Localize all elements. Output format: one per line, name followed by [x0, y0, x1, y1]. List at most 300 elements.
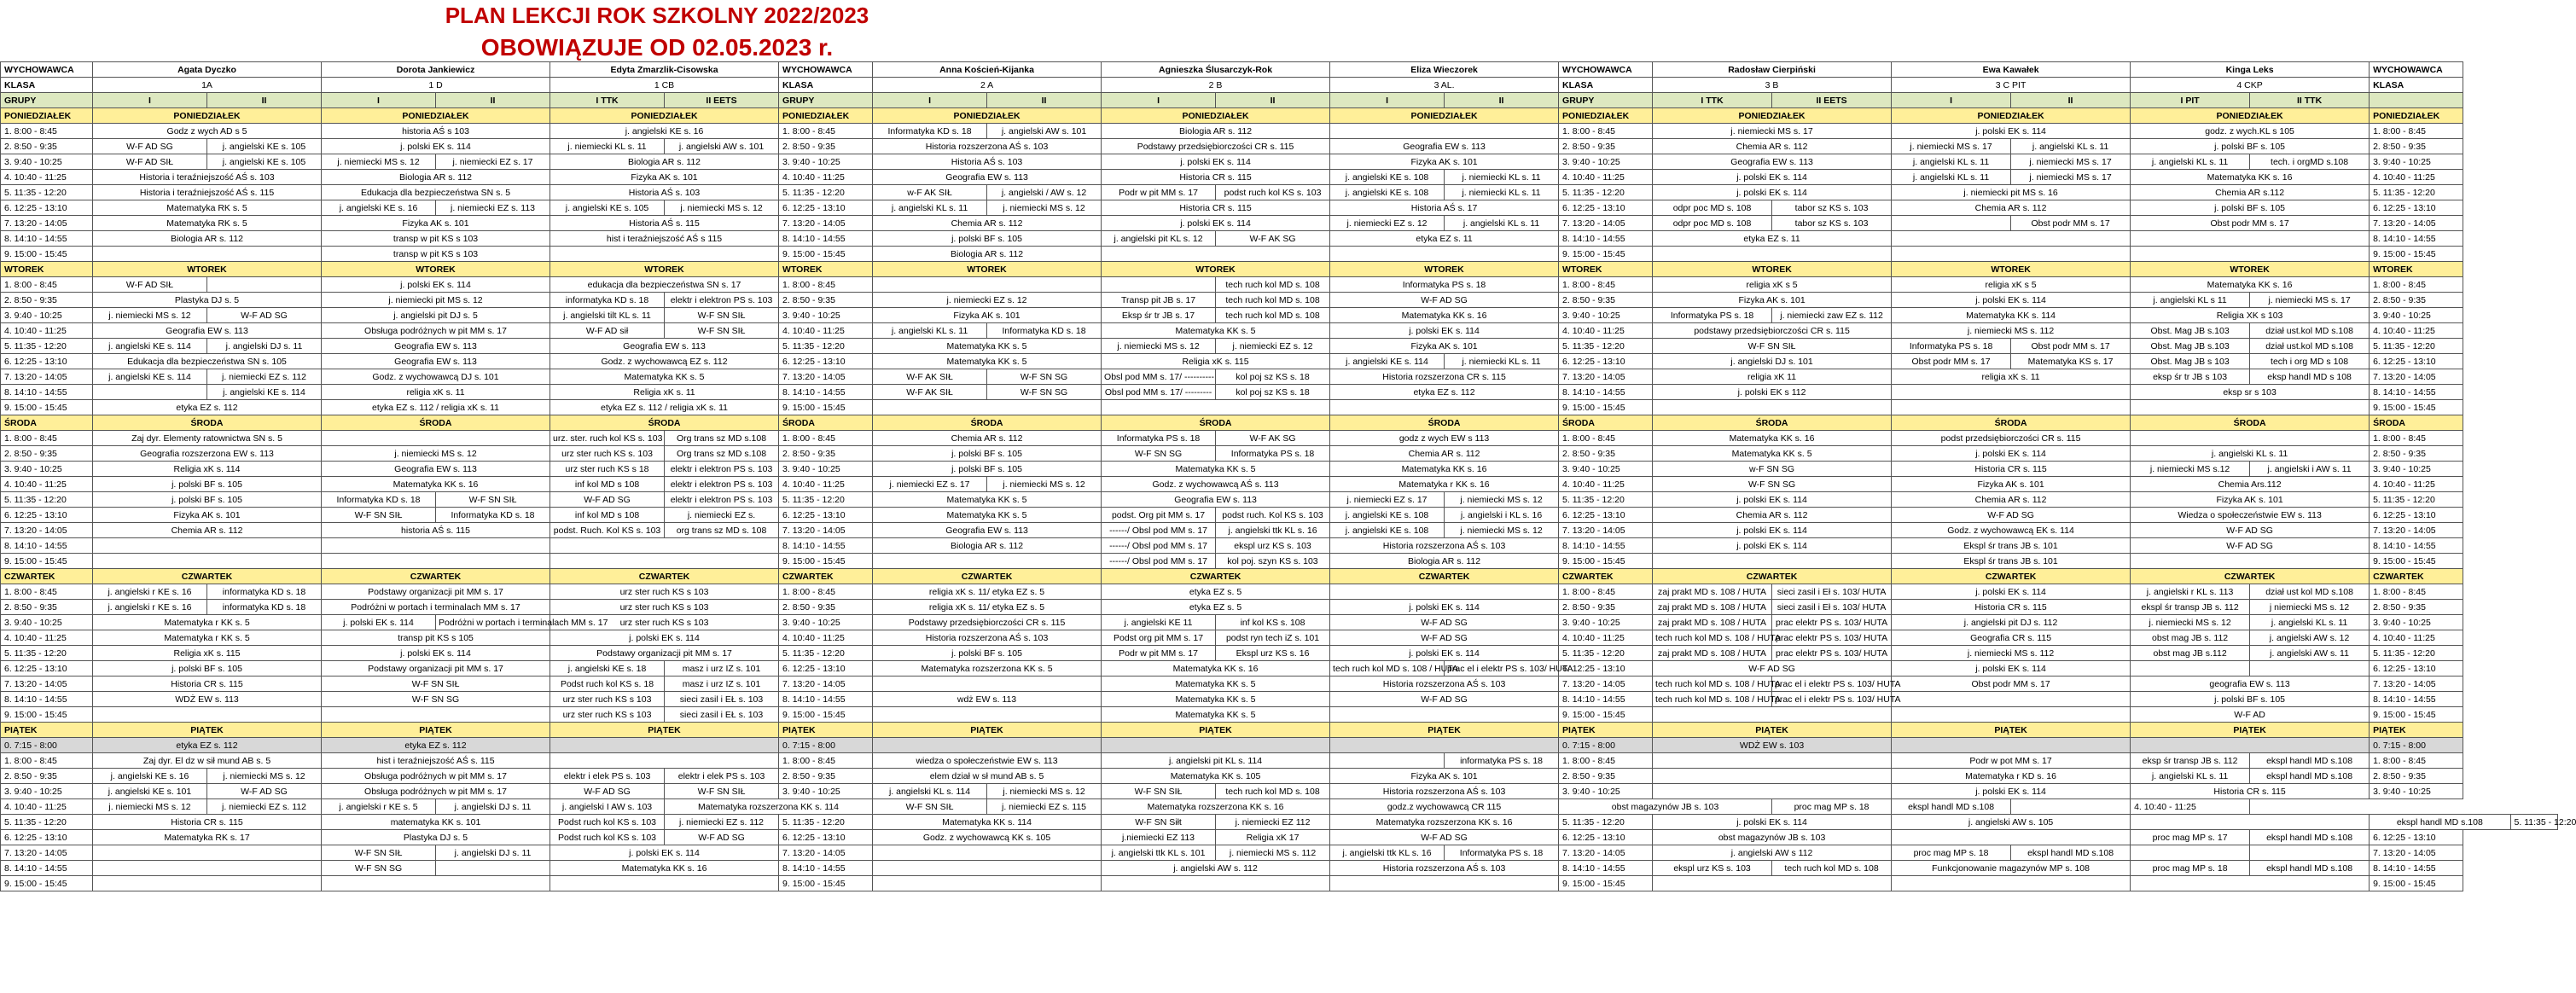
lesson-cell: j. polski EK s. 114 [1653, 170, 1892, 185]
lesson-cell [322, 431, 550, 446]
lesson-cell: inf kol MD s 108 [550, 477, 665, 492]
lesson-cell: Informatyka KD s. 18 [987, 323, 1102, 339]
lesson-cell: Godz. z wychowawcą KK s. 105 [873, 830, 1102, 845]
hour-label: 7. 13:20 - 14:05 [2370, 523, 2463, 538]
lesson-cell: j. angielski I AW s. 103 [550, 799, 665, 815]
lesson-cell [1102, 277, 1216, 293]
hour-label: 7. 13:20 - 14:05 [1559, 677, 1653, 692]
lesson-cell: Org trans sz MD s.108 [665, 446, 779, 462]
lesson-cell: j. angielski DJ s. 11 [436, 799, 550, 815]
day-label: ŚRODA [1559, 415, 1653, 431]
lesson-cell [2131, 845, 2250, 861]
lesson-cell: tech ruch kol MD s. 108 / HUTA [1653, 677, 1772, 692]
lesson-cell: Zaj dyr. El dz w sił mund AB s. 5 [93, 753, 322, 769]
lesson-cell: j. polski EK s 112 [1653, 385, 1892, 400]
lesson-cell: j. angielski KE s. 114 [1330, 354, 1445, 369]
lesson-cell: j. angielski KE s. 108 [1330, 523, 1445, 538]
lesson-cell: religia xK s. 11 [322, 385, 550, 400]
hour-label: 4. 10:40 - 11:25 [1559, 630, 1653, 646]
lesson-cell: Informatyka PS s. 18 [1445, 845, 1559, 861]
lesson-cell: W-F SN SG [987, 369, 1102, 385]
lesson-cell: W-F AD SG [2131, 523, 2370, 538]
hour-label: 5. 11:35 - 12:20 [2510, 815, 2557, 830]
lesson-cell: Matematyka KK s. 16 [1330, 308, 1559, 323]
lesson-cell: Matematyka r KK s. 16 [1330, 477, 1559, 492]
header-groups-label: GRUPY [1559, 93, 1653, 108]
lesson-cell: j. angielski ttk KL s. 16 [1330, 845, 1445, 861]
hour-label: 9. 15:00 - 15:45 [1, 554, 93, 569]
hour-label: 8. 14:10 - 14:55 [1559, 538, 1653, 554]
lesson-cell: Matematyka KK s. 5 [1102, 677, 1330, 692]
hour-label: 3. 9:40 - 10:25 [1, 784, 93, 799]
lesson-cell: ------/ Obsl pod MM s. 17 [1102, 538, 1216, 554]
lesson-cell: sieci zasil i Eł s. 103/ HUTA [1772, 600, 1892, 615]
lesson-cell: sieci zasil i EŁ s. 103 [665, 692, 779, 707]
day-label: PONIEDZIAŁEK [1559, 108, 1653, 124]
hour-label: 5. 11:35 - 12:20 [1, 492, 93, 508]
lesson-cell: Fizyka AK s. 101 [93, 508, 322, 523]
lesson-cell: j. polski EK s. 114 [1653, 185, 1892, 200]
lesson-cell: j. polski EK s. 114 [1102, 216, 1330, 231]
hour-label: 2. 8:50 - 9:35 [1, 139, 93, 154]
lesson-cell: j. angielski AW s 112 [1653, 845, 1892, 861]
lesson-cell: podst ryn tech iZ s. 101 [1216, 630, 1330, 646]
lesson-cell [322, 707, 550, 723]
lesson-cell: j. polski EK s. 114 [550, 845, 779, 861]
hour-label: 4. 10:40 - 11:25 [1559, 323, 1653, 339]
lesson-cell: j. angielski KL s 11 [2131, 293, 2250, 308]
teacher-name: Eliza Wieczorek [1330, 62, 1559, 78]
hour-label: 2. 8:50 - 9:35 [1559, 600, 1653, 615]
lesson-cell [1892, 738, 2131, 753]
lesson-cell: Matematyka rozszerzona KK s. 16 [1102, 799, 1330, 815]
hour-label: 7. 13:20 - 14:05 [1559, 845, 1653, 861]
lesson-cell: j. angielski KL s. 11 [1892, 154, 2011, 170]
lesson-cell: proc mag MP s. 17 [2131, 830, 2250, 845]
lesson-cell [2131, 431, 2370, 446]
hour-label: 2. 8:50 - 9:35 [779, 446, 873, 462]
lesson-cell: j. niemiecki EZ s. 112 [207, 369, 322, 385]
lesson-cell: Plastyka DJ s. 5 [322, 830, 550, 845]
hour-label: 0. 7:15 - 8:00 [1, 738, 93, 753]
lesson-cell: j. polski BF s. 105 [873, 646, 1102, 661]
hour-label: 6. 12:25 - 13:10 [2370, 508, 2463, 523]
lesson-cell: hist i teraźniejszość AŚ s 115 [550, 231, 779, 247]
hour-label: 2. 8:50 - 9:35 [779, 139, 873, 154]
lesson-cell: Godz. z wychowawcą AŚ s. 113 [1102, 477, 1330, 492]
hour-label: 6. 12:25 - 13:10 [779, 354, 873, 369]
hour-label: 9. 15:00 - 15:45 [2370, 876, 2463, 891]
lesson-cell: j. polski EK s. 114 [1892, 661, 2131, 677]
lesson-cell: j. niemiecki MS s. 112 [1892, 646, 2131, 661]
day-label: PIĄTEK [1102, 723, 1330, 738]
lesson-cell: j. niemiecki MS s. 12 [987, 200, 1102, 216]
lesson-cell: etyka EZ s. 5 [1102, 584, 1330, 600]
hour-label: 6. 12:25 - 13:10 [1559, 200, 1653, 216]
lesson-cell [1330, 400, 1559, 415]
group-label: II EETS [1772, 93, 1892, 108]
lesson-cell: ekspl handl MD s.108 [1892, 799, 2011, 815]
lesson-cell [550, 538, 779, 554]
lesson-cell: Informatyka KD s. 18 [873, 124, 987, 139]
hour-label: 1. 8:00 - 8:45 [779, 584, 873, 600]
lesson-cell: tech ruch kol MD s. 108 / HUTA [1653, 692, 1772, 707]
lesson-cell: Geografia CR s. 115 [1892, 630, 2131, 646]
hour-label: 2. 8:50 - 9:35 [1559, 769, 1653, 784]
class-name: 1 D [322, 78, 550, 93]
lesson-cell: Org trans sz MD s.108 [665, 431, 779, 446]
lesson-cell [1653, 554, 1892, 569]
lesson-cell: Chemia AR s.112 [2131, 185, 2370, 200]
day-label: ŚRODA [550, 415, 779, 431]
lesson-cell [1102, 738, 1330, 753]
lesson-cell: tabor sz KS s. 103 [1772, 200, 1892, 216]
hour-label: 1. 8:00 - 8:45 [2370, 124, 2463, 139]
hour-label: 3. 9:40 - 10:25 [1559, 784, 1653, 799]
lesson-cell: Matematyka KK s. 16 [1330, 462, 1559, 477]
lesson-cell [550, 876, 779, 891]
schedule-table [0, 61, 2576, 891]
lesson-cell: prac elektr PS s. 103/ HUTA [1772, 630, 1892, 646]
lesson-cell: w-F SN SG [1653, 462, 1892, 477]
lesson-cell: tech ruch kol MD s. 108 [1772, 861, 1892, 876]
hour-label: 4. 10:40 - 11:25 [779, 477, 873, 492]
lesson-cell [1892, 385, 2131, 400]
lesson-cell: j. polski EK s. 114 [1892, 446, 2131, 462]
lesson-cell: W-F AD [2131, 707, 2370, 723]
lesson-cell: Podst ruch kol KS s. 18 [550, 677, 665, 692]
hour-label: 9. 15:00 - 15:45 [1559, 247, 1653, 262]
lesson-cell: j. angielski KE s. 16 [550, 124, 779, 139]
hour-label: 2. 8:50 - 9:35 [1559, 139, 1653, 154]
lesson-cell: Historia rozszerzona AŚ s. 103 [1330, 538, 1559, 554]
header-klasa-label: KLASA [2370, 78, 2463, 93]
day-label: CZWARTEK [1892, 569, 2131, 584]
lesson-cell: Matematyka KK s. 16 [550, 861, 779, 876]
day-label: CZWARTEK [2370, 569, 2463, 584]
lesson-cell: religia xK 11 [1653, 369, 1892, 385]
hour-label: 3. 9:40 - 10:25 [1559, 462, 1653, 477]
lesson-cell: Fizyka AK s. 101 [322, 216, 550, 231]
lesson-cell [93, 538, 322, 554]
lesson-cell: eksp śr transp JB s. 112 [2131, 753, 2250, 769]
lesson-cell: j. niemiecki MS s. 12 [1102, 339, 1216, 354]
lesson-cell [873, 277, 1102, 293]
hour-label: 3. 9:40 - 10:25 [1, 308, 93, 323]
day-label: PONIEDZIAŁEK [873, 108, 1102, 124]
lesson-cell: j. angielski KE s. 101 [93, 784, 207, 799]
page-title: PLAN LEKCJI ROK SZKOLNY 2022/2023 [445, 3, 869, 28]
lesson-cell [2131, 876, 2370, 891]
lesson-cell [93, 554, 322, 569]
lesson-cell: inf kol MD s 108 [550, 508, 665, 523]
lesson-cell: Matematyka KK s. 16 [1653, 431, 1892, 446]
hour-label: 9. 15:00 - 15:45 [779, 554, 873, 569]
lesson-cell: Plastyka DJ s. 5 [93, 293, 322, 308]
hour-label: 5. 11:35 - 12:20 [1, 339, 93, 354]
lesson-cell: Biologia AR s. 112 [550, 154, 779, 170]
lesson-cell: j. angielski KE s. 114 [207, 385, 322, 400]
lesson-cell: Biologia AR s. 112 [873, 538, 1102, 554]
group-label: I [93, 93, 207, 108]
day-label: ŚRODA [322, 415, 550, 431]
lesson-cell: j. angielski KE s. 16 [93, 769, 207, 784]
lesson-cell: j. niemiecki EZ s. [665, 508, 779, 523]
lesson-cell: urz. ster. ruch kol KS s. 103 [550, 431, 665, 446]
hour-label: 7. 13:20 - 14:05 [779, 845, 873, 861]
day-label: ŚRODA [93, 415, 322, 431]
lesson-cell: Religia xK s. 115 [1102, 354, 1330, 369]
lesson-cell: j. angielski r KE s. 16 [93, 600, 207, 615]
lesson-cell: Funkcjonowanie magazynów MP s. 108 [1892, 861, 2131, 876]
hour-label: 4. 10:40 - 11:25 [1559, 170, 1653, 185]
hour-label: 3. 9:40 - 10:25 [1, 615, 93, 630]
hour-label: 7. 13:20 - 14:05 [1, 369, 93, 385]
hour-label: 3. 9:40 - 10:25 [1559, 615, 1653, 630]
day-label: PONIEDZIAŁEK [93, 108, 322, 124]
lesson-cell: informatyka KD s. 18 [207, 584, 322, 600]
hour-label: 6. 12:25 - 13:10 [779, 200, 873, 216]
lesson-cell: w-F AK SIŁ [873, 185, 987, 200]
hour-label: 7. 13:20 - 14:05 [1559, 216, 1653, 231]
lesson-cell: Fizyka AK s. 101 [1330, 339, 1559, 354]
lesson-cell: Religia xK 17 [1216, 830, 1330, 845]
lesson-cell: j. niemiecki MS s. 17 [2011, 154, 2131, 170]
group-label: I TTK [1653, 93, 1772, 108]
lesson-cell: Informatyka KD s. 18 [322, 492, 436, 508]
hour-label: 0. 7:15 - 8:00 [779, 738, 873, 753]
lesson-cell: hist i teraźniejszość AŚ s. 115 [322, 753, 550, 769]
day-label: CZWARTEK [2131, 569, 2370, 584]
lesson-cell: sieci zasil i Eł s. 103/ HUTA [1772, 584, 1892, 600]
lesson-cell: Historia rozszerzona AŚ s. 103 [873, 630, 1102, 646]
lesson-cell: ------/ Obsl pod MM s. 17 [1102, 554, 1216, 569]
lesson-cell: informatyka KD s. 18 [207, 600, 322, 615]
hour-label: 4. 10:40 - 11:25 [2370, 477, 2463, 492]
lesson-cell: Chemia AR s. 112 [1330, 446, 1559, 462]
header-klasa-label: KLASA [1, 78, 93, 93]
lesson-cell [550, 554, 779, 569]
hour-label: 6. 12:25 - 13:10 [1559, 661, 1653, 677]
lesson-cell: Godz. z wychowawcą EZ s. 112 [550, 354, 779, 369]
lesson-cell [873, 845, 1102, 861]
header [0, 0, 2558, 61]
day-label: PIĄTEK [93, 723, 322, 738]
lesson-cell: Historia CR s. 115 [93, 677, 322, 692]
lesson-cell: Obsl pod MM s. 17/ ---------- [1102, 369, 1216, 385]
lesson-cell: tech. i orgMD s.108 [2250, 154, 2370, 170]
lesson-cell: Ekspl śr trans JB s. 101 [1892, 538, 2131, 554]
day-label: WTOREK [1892, 262, 2131, 277]
lesson-cell: W-F AD SG [550, 492, 665, 508]
lesson-cell: j. niemiecki EZ s. 12 [1216, 339, 1330, 354]
lesson-cell: etyka EZ s. 112 [322, 738, 550, 753]
lesson-cell [93, 876, 322, 891]
lesson-cell: j. angielski KL s. 11 [873, 323, 987, 339]
lesson-cell: informatyka KD s. 18 [550, 293, 665, 308]
hour-label: 1. 8:00 - 8:45 [2370, 584, 2463, 600]
lesson-cell: W-F AK SG [1216, 431, 1330, 446]
lesson-cell: Informatyka PS s. 18 [1892, 339, 2011, 354]
hour-label: 1. 8:00 - 8:45 [2370, 277, 2463, 293]
lesson-cell: Biologia AR s. 112 [873, 247, 1102, 262]
lesson-cell: Matematyka r KK s. 5 [93, 630, 322, 646]
hour-label: 7. 13:20 - 14:05 [1559, 523, 1653, 538]
lesson-cell: j. angielski KE 11 [1102, 615, 1216, 630]
hour-label: 9. 15:00 - 15:45 [779, 876, 873, 891]
lesson-cell [1892, 707, 2131, 723]
hour-label: 7. 13:20 - 14:05 [1, 845, 93, 861]
lesson-cell [1330, 738, 1559, 753]
lesson-cell: j. niemiecki MS s. 17 [1892, 139, 2011, 154]
lesson-cell: Geografia EW s. 113 [1102, 492, 1330, 508]
lesson-cell: Ekspl urz KS s. 16 [1216, 646, 1330, 661]
lesson-cell: Chemia AR s. 112 [873, 431, 1102, 446]
lesson-cell: W-F SN SIŁ [1102, 784, 1216, 799]
hour-label: 8. 14:10 - 14:55 [779, 231, 873, 247]
lesson-cell [550, 753, 779, 769]
hour-label: 3. 9:40 - 10:25 [779, 784, 873, 799]
lesson-cell: j. niemiecki EZ s. 115 [987, 799, 1102, 815]
hour-label: 6. 12:25 - 13:10 [1, 354, 93, 369]
day-label: WTOREK [873, 262, 1102, 277]
hour-label: 6. 12:25 - 13:10 [1, 661, 93, 677]
lesson-cell: prac el i elektr PS s. 103/ HUTA [1772, 677, 1892, 692]
day-label: CZWARTEK [1330, 569, 1559, 584]
lesson-cell: Informatyka PS s. 18 [1330, 277, 1559, 293]
lesson-cell: Matematyka r KD s. 16 [1892, 769, 2131, 784]
lesson-cell: Informatyka PS s. 18 [1102, 431, 1216, 446]
hour-label: 5. 11:35 - 12:20 [1, 815, 93, 830]
day-label: PIĄTEK [322, 723, 550, 738]
header-wych-label: WYCHOWAWCA [2370, 62, 2463, 78]
day-label: WTOREK [1330, 262, 1559, 277]
lesson-cell [873, 861, 1102, 876]
hour-label: 5. 11:35 - 12:20 [1, 185, 93, 200]
lesson-cell: j. angielski / AW s. 12 [987, 185, 1102, 200]
lesson-cell: Geografia rozszerzona EW s. 113 [93, 446, 322, 462]
lesson-cell: eksp śr tr JB s 103 [2131, 369, 2250, 385]
lesson-cell: W-F SN SG [987, 385, 1102, 400]
day-label: PONIEDZIAŁEK [1892, 108, 2131, 124]
lesson-cell: j. polski EK s. 114 [322, 277, 550, 293]
lesson-cell: Historia CR s. 115 [1892, 462, 2131, 477]
day-label: ŚRODA [1330, 415, 1559, 431]
group-label: II [436, 93, 550, 108]
lesson-cell: W-F AD SG [2131, 538, 2370, 554]
lesson-cell: Matematyka KK s. 5 [1102, 707, 1330, 723]
lesson-cell: Chemia AR s. 112 [93, 523, 322, 538]
hour-label: 9. 15:00 - 15:45 [2370, 400, 2463, 415]
group-label: I [1330, 93, 1445, 108]
lesson-cell: j. niemiecki MS s. 12 [1445, 492, 1559, 508]
lesson-cell: j. angielski KL s. 11 [2250, 615, 2370, 630]
lesson-cell: W-F AD SG [1330, 293, 1559, 308]
hour-label: 8. 14:10 - 14:55 [779, 385, 873, 400]
lesson-cell: inf kol KS s. 108 [1216, 615, 1330, 630]
lesson-cell: Matematyka KK s. 16 [2131, 170, 2370, 185]
lesson-cell: Historia CR s. 115 [1892, 600, 2131, 615]
lesson-cell: j. niemiecki MS s. 12 [987, 477, 1102, 492]
lesson-cell: religia xK s. 11/ etyka EZ s. 5 [873, 584, 1102, 600]
lesson-cell: Obsługa podróżnych w pit MM s. 17 [322, 769, 550, 784]
hour-label: 7. 13:20 - 14:05 [779, 216, 873, 231]
lesson-cell: j. niemiecki MS s. 12 [93, 308, 207, 323]
hour-label: 6. 12:25 - 13:10 [1, 200, 93, 216]
lesson-cell: Chemia AR s. 112 [1892, 492, 2131, 508]
lesson-cell: Fizyka AK s. 101 [873, 308, 1102, 323]
lesson-cell: j. polski EK s. 114 [1330, 600, 1559, 615]
hour-label: 8. 14:10 - 14:55 [2370, 692, 2463, 707]
lesson-cell: j. angielski i KL s. 16 [1445, 508, 1559, 523]
lesson-cell: j. niemiecki MS s. 12 [665, 200, 779, 216]
lesson-cell: tech ruch kol MD s. 108 [1216, 308, 1330, 323]
lesson-cell: j. niemiecki MS s. 112 [1216, 845, 1330, 861]
group-label: II [207, 93, 322, 108]
hour-label: 1. 8:00 - 8:45 [1, 431, 93, 446]
hour-label: 3. 9:40 - 10:25 [779, 154, 873, 170]
lesson-cell: j. angielski tilt KL s. 11 [550, 308, 665, 323]
hour-label: 2. 8:50 - 9:35 [1, 769, 93, 784]
day-label: PIĄTEK [1653, 723, 1892, 738]
lesson-cell: j. angielski KL s. 11 [2131, 154, 2250, 170]
class-name: 2 A [873, 78, 1102, 93]
lesson-cell: Matematyka r KK s. 5 [93, 615, 322, 630]
lesson-cell: podst. Ruch. Kol KS s. 103 [550, 523, 665, 538]
hour-label: 4. 10:40 - 11:25 [1, 323, 93, 339]
hour-label: 7. 13:20 - 14:05 [2370, 677, 2463, 692]
lesson-cell: Historia AŚ s. 103 [873, 154, 1102, 170]
lesson-cell: tech ruch kol MD s. 108 / HUTA [1653, 630, 1772, 646]
lesson-cell: kol poj. szyn KS s. 103 [1216, 554, 1330, 569]
lesson-cell: j. niemiecki EZ s. 17 [873, 477, 987, 492]
day-label: CZWARTEK [550, 569, 779, 584]
lesson-cell [322, 876, 550, 891]
lesson-cell: Eksp śr tr JB s. 17 [1102, 308, 1216, 323]
hour-label: 9. 15:00 - 15:45 [1559, 707, 1653, 723]
lesson-cell: transp w pit KS s 103 [322, 247, 550, 262]
lesson-cell [93, 247, 322, 262]
hour-label: 4. 10:40 - 11:25 [1, 477, 93, 492]
hour-label: 4. 10:40 - 11:25 [779, 323, 873, 339]
lesson-cell: j. angielski KL s. 11 [2131, 446, 2370, 462]
hour-label: 4. 10:40 - 11:25 [2370, 630, 2463, 646]
lesson-cell: j. niemiecki pit MS s. 12 [322, 293, 550, 308]
lesson-cell: Matematyka KK s. 5 [550, 369, 779, 385]
lesson-cell: j. polski EK s. 114 [1653, 523, 1892, 538]
group-label: II [2011, 93, 2131, 108]
lesson-cell: W-F AD SG [1330, 630, 1559, 646]
lesson-cell: Matematyka KK s. 114 [1892, 308, 2131, 323]
lesson-cell: Chemia AR s. 112 [873, 216, 1102, 231]
teacher-name: Ewa Kawałek [1892, 62, 2131, 78]
hour-label: 2. 8:50 - 9:35 [2370, 769, 2463, 784]
hour-label: 1. 8:00 - 8:45 [1, 584, 93, 600]
lesson-cell: j. niemiecki EZ s. 112 [207, 799, 322, 815]
hour-label: 7. 13:20 - 14:05 [1, 216, 93, 231]
hour-label: 4. 10:40 - 11:25 [2370, 323, 2463, 339]
lesson-cell: Obsługa podróżnych w pit MM s. 17 [322, 784, 550, 799]
lesson-cell: podst przedsiębiorczości CR s. 115 [1892, 431, 2131, 446]
lesson-cell: Fizyka AK s. 101 [1892, 477, 2131, 492]
hour-label: 9. 15:00 - 15:45 [779, 400, 873, 415]
lesson-cell: j. niemiecki MS s. 17 [2250, 293, 2370, 308]
lesson-cell: W-F AD SG [1330, 692, 1559, 707]
hour-label: 7. 13:20 - 14:05 [779, 369, 873, 385]
lesson-cell [1892, 216, 2011, 231]
lesson-cell: j. niemiecki KL s. 11 [550, 139, 665, 154]
lesson-cell: proc mag MP s. 18 [1772, 799, 1892, 815]
